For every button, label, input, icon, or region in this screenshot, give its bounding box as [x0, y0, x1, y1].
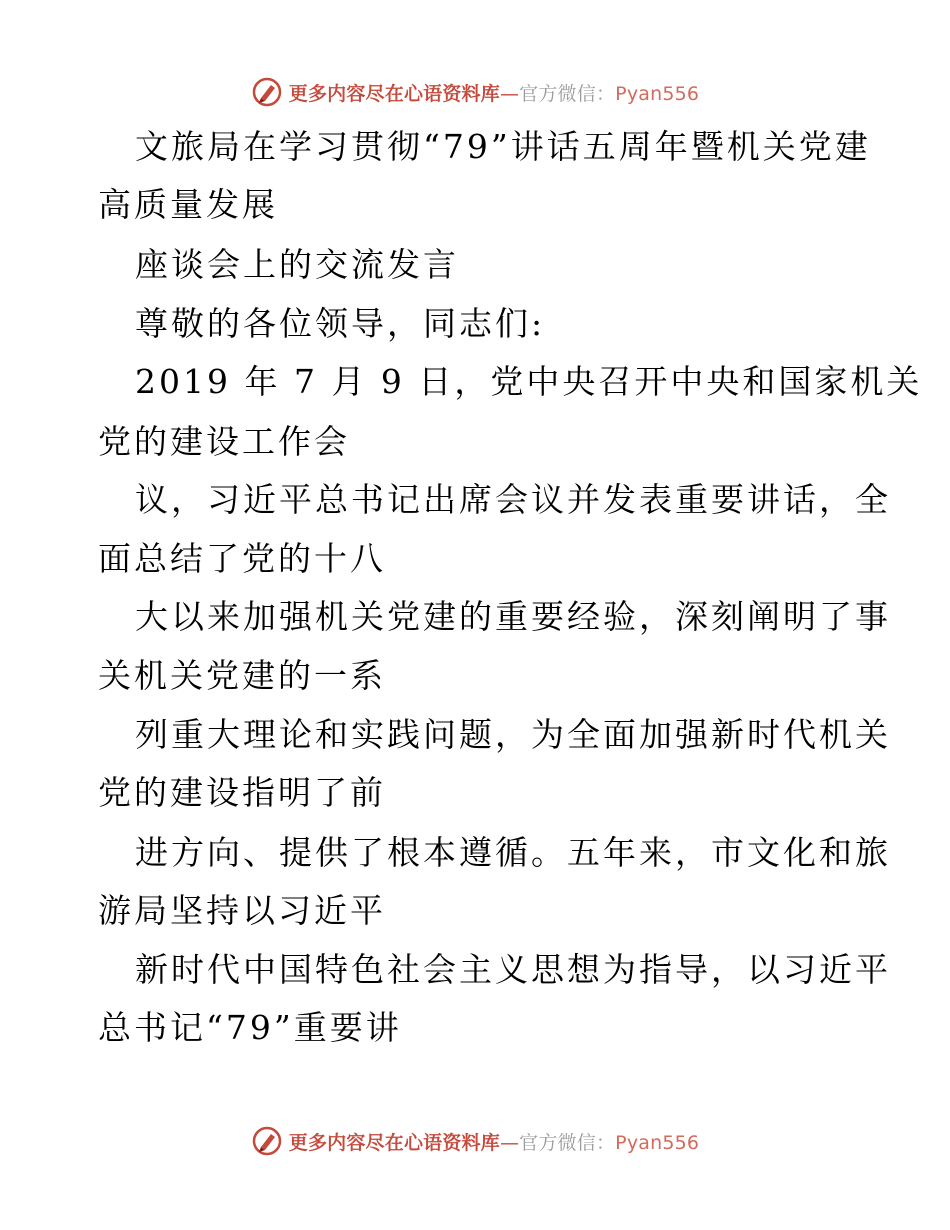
watermark-dash: — — [499, 82, 520, 105]
subtitle-line: 座谈会上的交流发言 — [135, 245, 459, 284]
body-line: 进方向、提供了根本遵循。五年来，市文化和旅 — [135, 833, 891, 872]
pen-logo-icon — [251, 1125, 283, 1157]
body-line: 2019 年 7 月 9 日，党中央召开中央和国家机关 — [135, 362, 923, 401]
body-line: 议，习近平总书记出席会议并发表重要讲话，全 — [135, 480, 891, 519]
watermark-wechat-id: Pyan556 — [615, 1131, 700, 1154]
pen-logo-icon — [251, 76, 283, 108]
footer-watermark — [0, 1121, 950, 1161]
body-line: 大以来加强机关党建的重要经验，深刻阐明了事 — [135, 597, 891, 636]
body-line: 关机关党建的一系 — [98, 656, 386, 695]
title-line-1: 文旅局在学习贯彻“79”讲话五周年暨机关党建 — [135, 127, 871, 166]
watermark-wechat-label: 官方微信： — [519, 1131, 616, 1154]
body-line: 党的建设工作会 — [98, 422, 350, 461]
body-line: 新时代中国特色社会主义思想为指导，以习近平 — [135, 950, 891, 989]
body-line: 面总结了党的十八 — [98, 539, 386, 578]
salutation-line: 尊敬的各位领导，同志们: — [135, 304, 546, 343]
watermark-wechat-id: Pyan556 — [615, 82, 700, 105]
body-line: 列重大理论和实践问题，为全面加强新时代机关 — [135, 715, 891, 754]
body-line: 党的建设指明了前 — [98, 773, 386, 812]
watermark-text — [289, 79, 699, 106]
title-line-2: 高质量发展 — [98, 185, 278, 224]
body-line: 总书记“79”重要讲 — [98, 1008, 402, 1047]
header-watermark — [0, 72, 950, 112]
watermark-text — [289, 1128, 699, 1155]
body-line: 游局坚持以习近平 — [98, 891, 386, 930]
watermark-main: 更多内容尽在心语资料库 — [288, 82, 500, 105]
watermark-main: 更多内容尽在心语资料库 — [288, 1131, 500, 1154]
watermark-dash: — — [499, 1131, 520, 1154]
watermark-wechat-label: 官方微信： — [519, 82, 616, 105]
